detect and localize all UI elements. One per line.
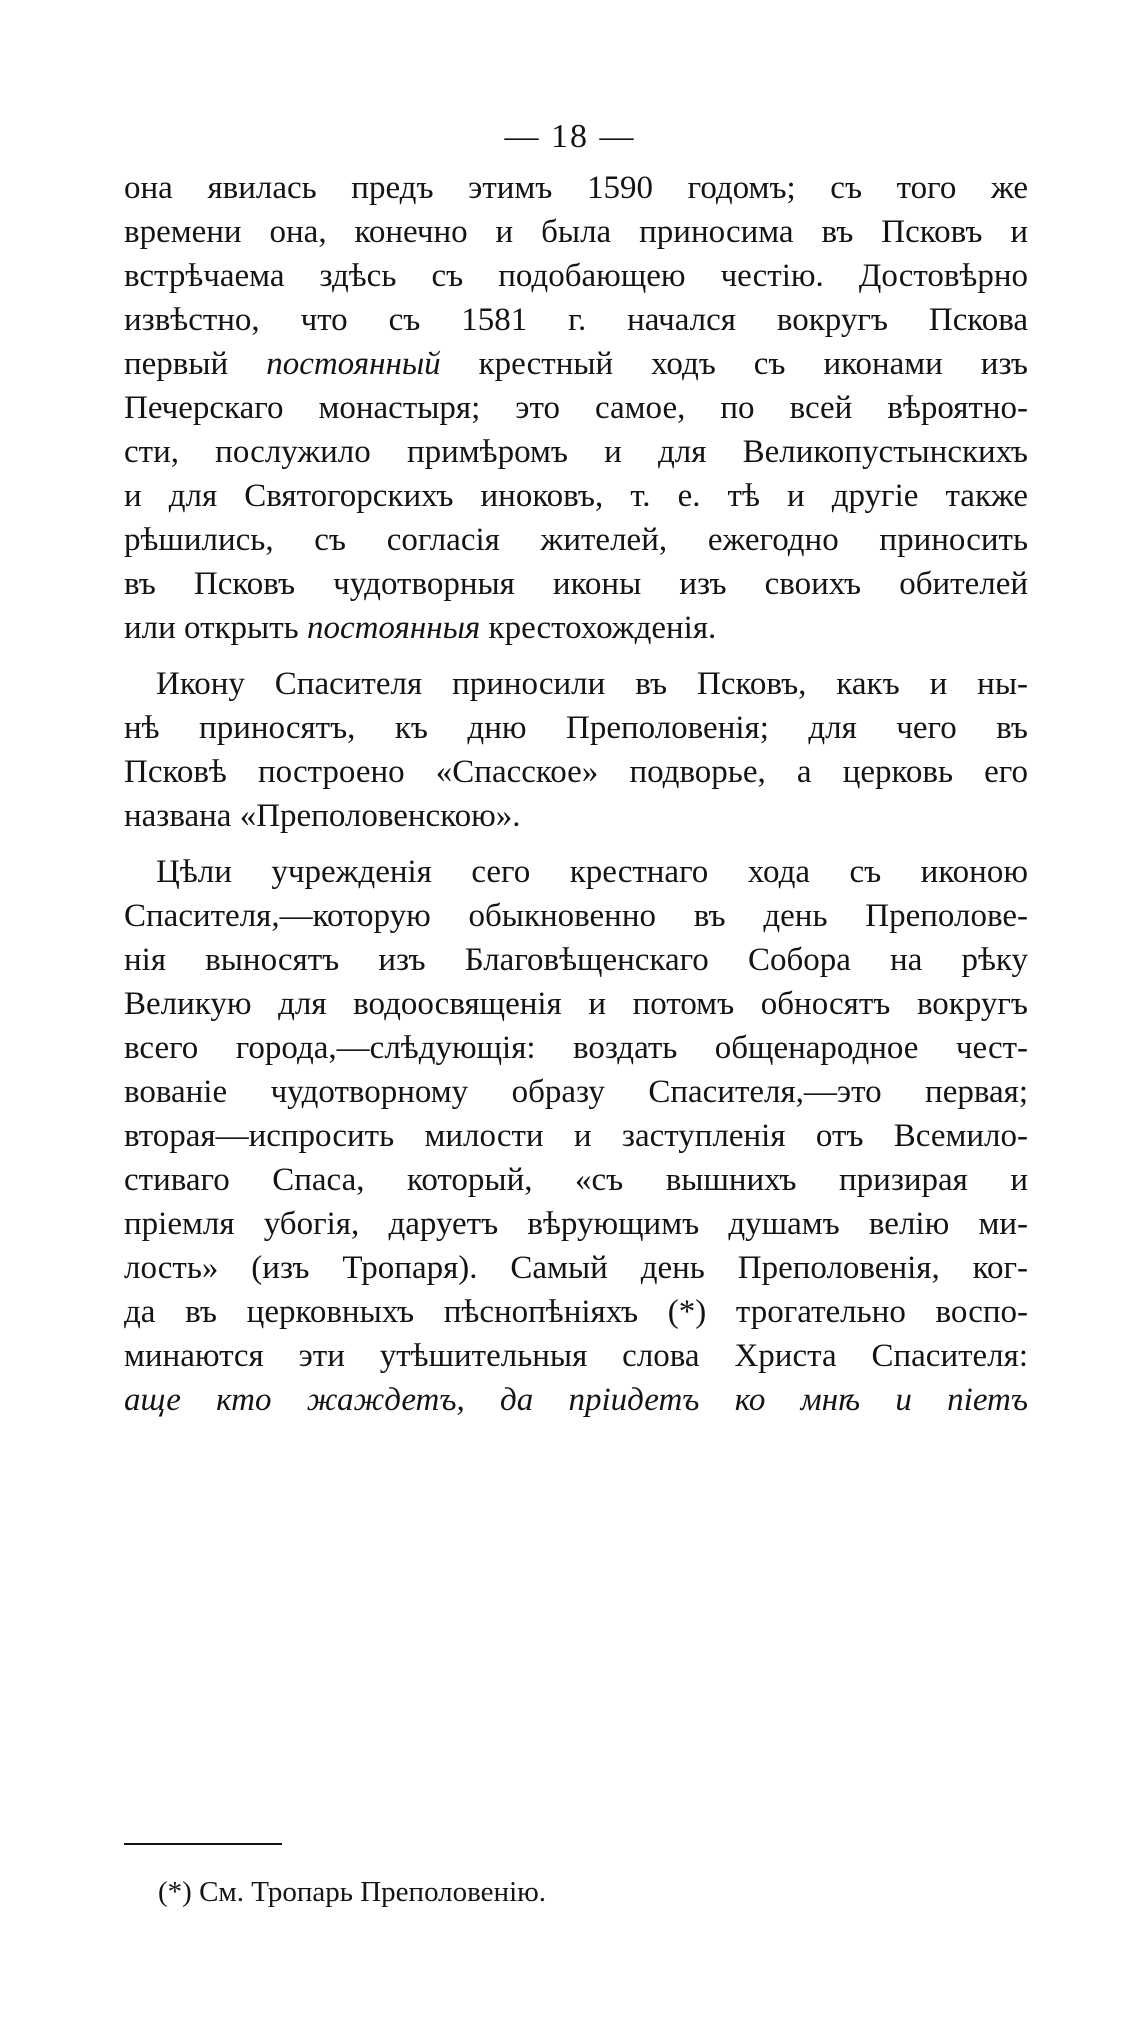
text-segment: крестохожденія. [480, 610, 717, 646]
footnote-rule [124, 1843, 282, 1845]
text-line: въ Псковъ чудотворныя иконы изъ своихъ обителей [124, 566, 1028, 602]
text-line: стиваго Спаса, который, «съ вышнихъ призирая и [124, 1162, 1028, 1198]
text-line: нѣ приносятъ, къ дню Преполовенія; для чего въ [124, 710, 1028, 746]
text-line: названа «Преполовенскою». [124, 798, 521, 834]
text-line: Печерскаго монастыря; это самое, по всей вѣроятно- [124, 390, 1028, 426]
italic-word: постоянныя [306, 610, 481, 646]
text-line: лость» (изъ Тропаря). Самый день Преполовенія, ког- [124, 1250, 1028, 1286]
text-line [124, 342, 1028, 386]
text-line-italic: аще кто жаждетъ, да пріидетъ ко мнѣ и піетъ [124, 1382, 1028, 1418]
text-line: да въ церковныхъ пѣснопѣніяхъ (*) трогательно воспо- [124, 1294, 1028, 1330]
text-line: времени она, конечно и была приносима въ Псковъ и [124, 214, 1028, 250]
text-line: вованіе чудотворному образу Спасителя,—это первая; [124, 1074, 1028, 1110]
footnote: (*) См. Тропарь Преполовенію. [158, 1876, 547, 1908]
text-line: вторая—испросить милости и заступленія отъ Всемило- [124, 1118, 1028, 1154]
text-line: Псковѣ построено «Спасское» подворье, а церковь его [124, 754, 1028, 790]
text-line: и для Святогорскихъ иноковъ, т. е. тѣ и другіе также [124, 478, 1028, 514]
text-line: Великую для водоосвященія и потомъ обносятъ вокругъ [124, 986, 1028, 1022]
text-segment: крестный ходъ съ иконами изъ [440, 346, 1028, 382]
text-line: нія выносятъ изъ Благовѣщенскаго Собора на рѣку [124, 942, 1028, 978]
text-segment: первый [124, 346, 267, 382]
text-line: всего города,—слѣдующія: воздать общенародное чест- [124, 1030, 1028, 1066]
text-line: Цѣли учрежденія сего крестнаго хода съ иконою [156, 854, 1028, 890]
italic-word: постоянный [266, 346, 441, 382]
text-line: сти, послужило примѣромъ и для Великопустынскихъ [124, 434, 1028, 470]
text-line: извѣстно, что съ 1581 г. начался вокругъ Пскова [124, 302, 1028, 338]
text-line [124, 606, 1028, 650]
text-line: Спасителя,—которую обыкновенно въ день Преполове- [124, 898, 1028, 934]
text-line: пріемля убогія, даруетъ вѣрующимъ душамъ велію ми- [124, 1206, 1028, 1242]
text-line: встрѣчаема здѣсь съ подобающею честію. Достовѣрно [124, 258, 1028, 294]
text-line: рѣшились, съ согласія жителей, ежегодно приносить [124, 522, 1028, 558]
page-number: — 18 — [504, 118, 636, 155]
text-line: минаются эти утѣшительныя слова Христа Спасителя: [124, 1338, 1028, 1374]
text-line: Икону Спасителя приносили въ Псковъ, какъ и ны- [156, 666, 1028, 702]
text-segment: или открыть [124, 610, 307, 646]
text-line: она явилась предъ этимъ 1590 годомъ; съ того же [124, 170, 1028, 206]
